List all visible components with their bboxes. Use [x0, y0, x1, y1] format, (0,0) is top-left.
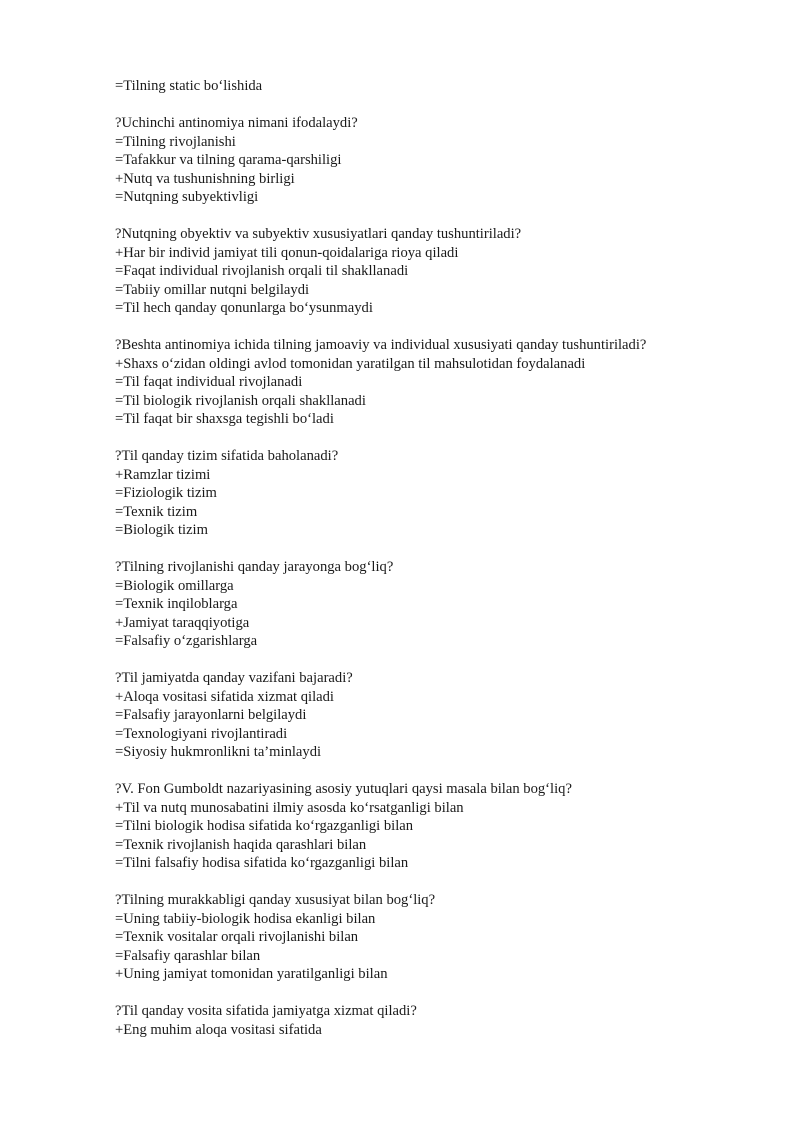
answer-option: =Siyosiy hukmronlikni ta’minlaydi: [115, 744, 322, 760]
question-block: [115, 780, 785, 873]
answer-option: =Texnik vositalar orqali rivojlanishi bilan: [115, 929, 359, 945]
answer-option: +Uning jamiyat tomonidan yaratilganligi bilan: [115, 966, 388, 982]
answer-option: +Jamiyat taraqqiyotiga: [115, 614, 250, 631]
answer-option: =Biologik tizim: [115, 522, 208, 538]
answer-option: =Tilni biologik hodisa sifatida ko‘rgazganligi bilan: [115, 818, 414, 834]
question-block: [115, 558, 785, 651]
answer-option: =Tafakkur va tilning qarama-qarshiligi: [115, 152, 342, 168]
answer-option: =Falsafiy jarayonlarni belgilaydi: [115, 707, 307, 723]
answer-option: =Til faqat bir shaxsga tegishli bo‘ladi: [115, 411, 334, 427]
answer-option: =Texnik inqiloblarga: [115, 596, 238, 612]
answer-option: =Falsafiy o‘zgarishlarga: [115, 633, 258, 649]
answer-option: =Texnik tizim: [115, 503, 198, 520]
question-block: [115, 447, 785, 540]
answer-option: +Nutq va tushunishning birligi: [115, 170, 295, 187]
answer-option: +Shaxs o‘zidan oldingi avlod tomonidan yaratilgan til mahsulotidan foydalanadi: [115, 355, 586, 372]
answer-option: =Til biologik rivojlanish orqali shakllanadi: [115, 392, 366, 409]
answer-option: +Til va nutq munosabatini ilmiy asosda ko‘rsatganligi bilan: [115, 799, 464, 816]
answer-option: =Til faqat individual rivojlanadi: [115, 374, 303, 390]
answer-option: +Aloqa vositasi sifatida xizmat qiladi: [115, 688, 334, 705]
lead-block: [115, 77, 785, 96]
question-text: ?Nutqning obyektiv va subyektiv xususiyatlari qanday tushuntiriladi?: [115, 226, 522, 242]
answer-option: =Tilni falsafiy hodisa sifatida ko‘rgazganligi bilan: [115, 855, 409, 871]
answer-option: =Tilning static bo‘lishida: [115, 78, 263, 94]
answer-option: =Faqat individual rivojlanish orqali til shakllanadi: [115, 263, 409, 279]
question-block: [115, 225, 785, 318]
answer-option: +Ramzlar tizimi: [115, 466, 211, 483]
answer-option: =Tilning rivojlanishi: [115, 133, 236, 150]
answer-option: =Fiziologik tizim: [115, 485, 217, 501]
question-text: ?Tilning murakkabligi qanday xususiyat bilan bog‘liq?: [115, 892, 436, 908]
document-body: [115, 77, 785, 1058]
answer-option: =Nutqning subyektivligi: [115, 189, 259, 205]
answer-option: +Eng muhim aloqa vositasi sifatida: [115, 1021, 322, 1038]
question-text: ?Uchinchi antinomiya nimani ifodalaydi?: [115, 115, 358, 131]
answer-option: =Texnik rivojlanish haqida qarashlari bilan: [115, 836, 367, 853]
question-text: ?Beshta antinomiya ichida tilning jamoaviy va individual xususiyati qanday tushuntiriladi?: [115, 337, 647, 353]
answer-option: =Falsafiy qarashlar bilan: [115, 947, 261, 964]
question-text: ?Til jamiyatda qanday vazifani bajaradi?: [115, 670, 353, 686]
question-text: ?Til qanday vosita sifatida jamiyatga xizmat qiladi?: [115, 1003, 417, 1019]
question-text: ?Tilning rivojlanishi qanday jarayonga bog‘liq?: [115, 559, 394, 575]
question-block: [115, 336, 785, 429]
answer-option: =Til hech qanday qonunlarga bo‘ysunmaydi: [115, 300, 373, 316]
question-block: [115, 891, 785, 984]
answer-option: +Har bir individ jamiyat tili qonun-qoidalariga rioya qiladi: [115, 244, 459, 261]
question-block: [115, 1002, 785, 1039]
answer-option: =Tabiiy omillar nutqni belgilaydi: [115, 281, 310, 298]
answer-option: =Uning tabiiy-biologik hodisa ekanligi bilan: [115, 910, 376, 927]
question-block: [115, 114, 785, 207]
question-block: [115, 669, 785, 762]
answer-option: =Biologik omillarga: [115, 577, 234, 594]
question-text: ?Til qanday tizim sifatida baholanadi?: [115, 448, 339, 464]
question-text: ?V. Fon Gumboldt nazariyasining asosiy yutuqlari qaysi masala bilan bog‘liq?: [115, 781, 572, 797]
answer-option: =Texnologiyani rivojlantiradi: [115, 725, 288, 742]
